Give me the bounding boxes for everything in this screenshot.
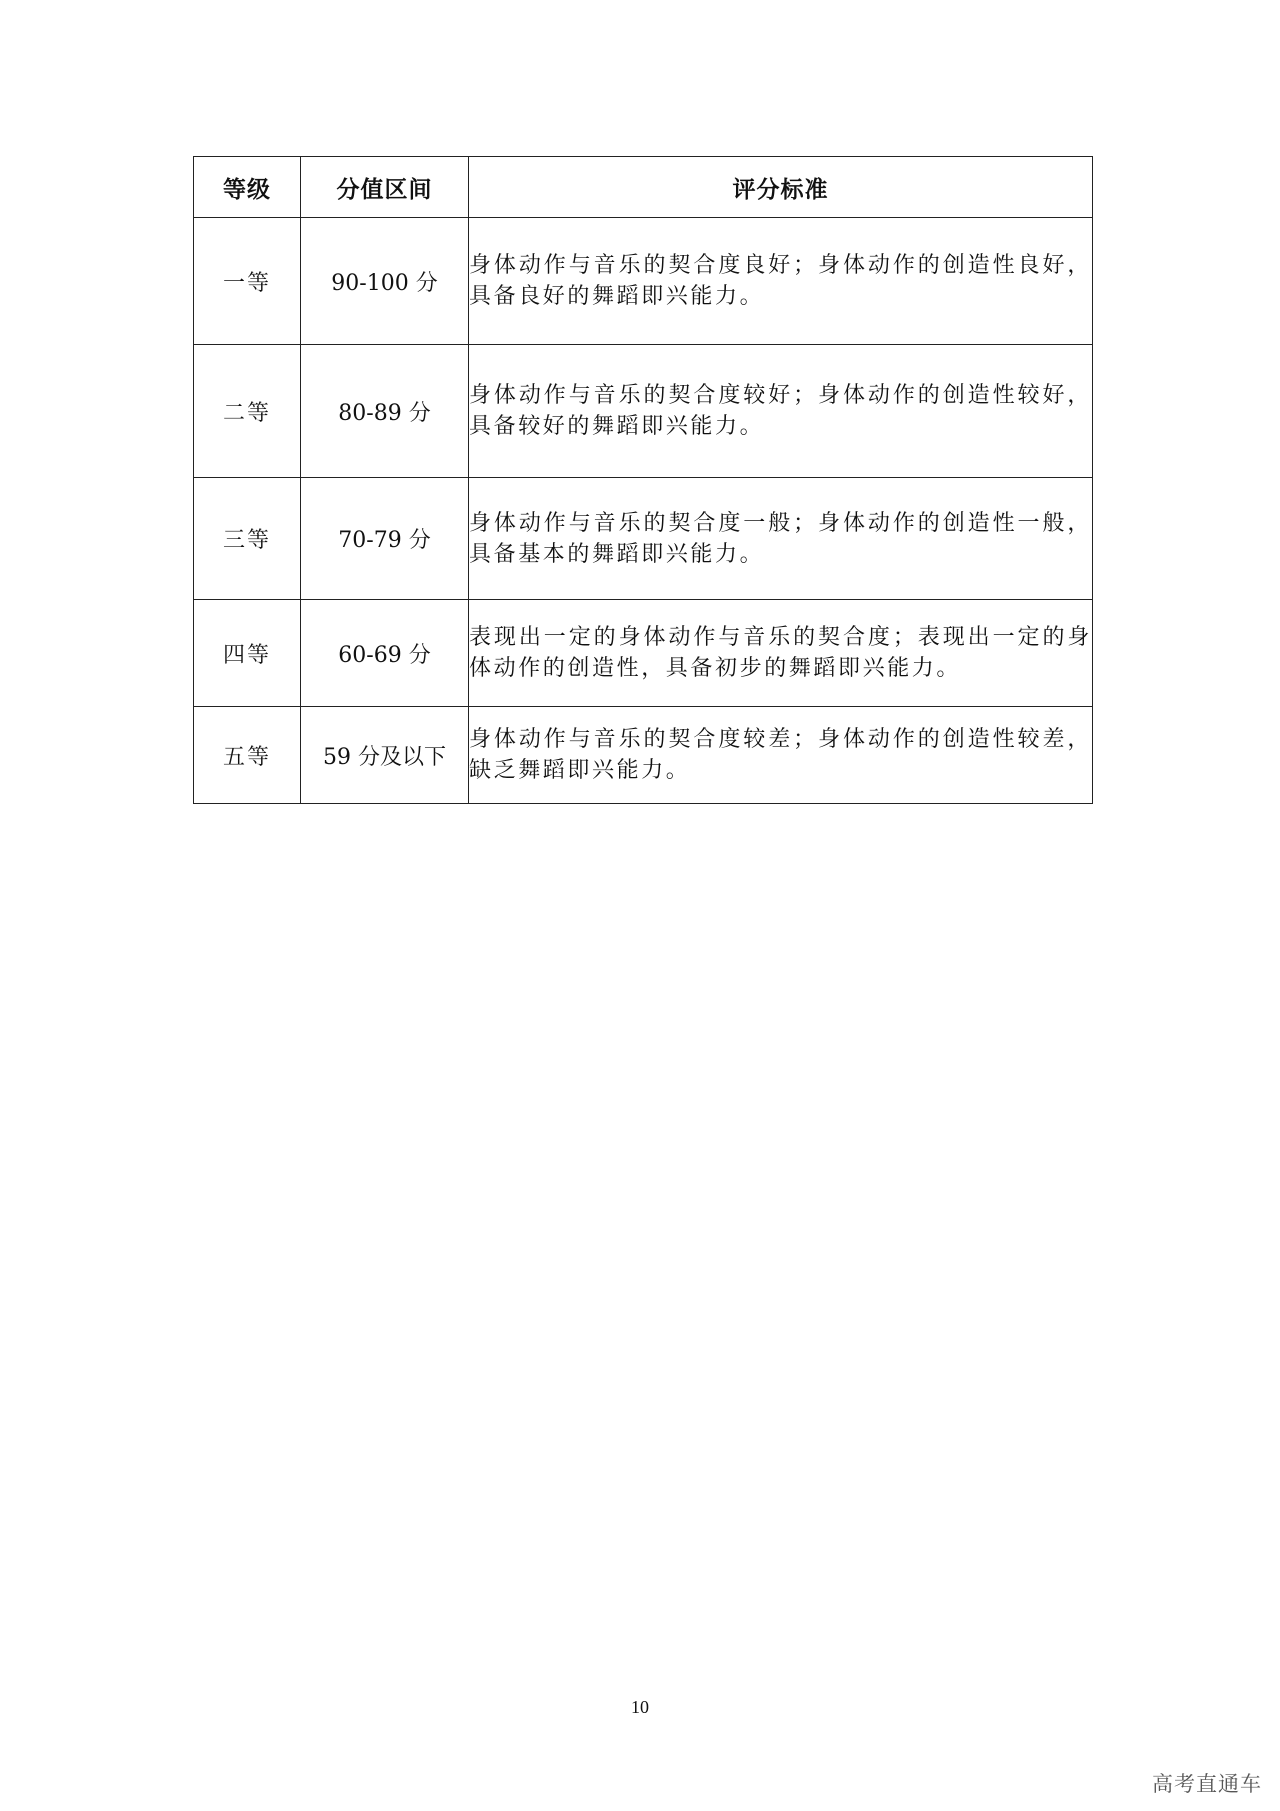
header-criteria: 评分标准 xyxy=(469,157,1093,218)
score-range-cell: 70-79 分 xyxy=(301,478,469,600)
table-row xyxy=(194,707,1093,804)
table-row xyxy=(194,600,1093,707)
grading-table xyxy=(193,156,1093,804)
page-number: 10 xyxy=(631,1697,649,1717)
table-row xyxy=(194,478,1093,600)
grade-cell: 四等 xyxy=(194,600,301,707)
header-score-range: 分值区间 xyxy=(301,157,469,218)
score-range-cell: 59 分及以下 xyxy=(301,707,469,804)
table-header-row xyxy=(194,157,1093,218)
criteria-cell: 表现出一定的身体动作与音乐的契合度；表现出一定的身体动作的创造性，具备初步的舞蹈即兴能力。 xyxy=(469,600,1093,707)
watermark-text: 高考直通车 xyxy=(1152,1772,1262,1796)
criteria-cell: 身体动作与音乐的契合度较好；身体动作的创造性较好，具备较好的舞蹈即兴能力。 xyxy=(469,345,1093,478)
score-range-cell: 60-69 分 xyxy=(301,600,469,707)
criteria-cell: 身体动作与音乐的契合度较差；身体动作的创造性较差，缺乏舞蹈即兴能力。 xyxy=(469,707,1093,804)
score-range-cell: 90-100 分 xyxy=(301,218,469,345)
grade-cell: 五等 xyxy=(194,707,301,804)
grade-cell: 三等 xyxy=(194,478,301,600)
table-row xyxy=(194,345,1093,478)
criteria-cell: 身体动作与音乐的契合度良好；身体动作的创造性良好，具备良好的舞蹈即兴能力。 xyxy=(469,218,1093,345)
grade-cell: 二等 xyxy=(194,345,301,478)
table-row xyxy=(194,218,1093,345)
grade-cell: 一等 xyxy=(194,218,301,345)
score-range-cell: 80-89 分 xyxy=(301,345,469,478)
criteria-cell: 身体动作与音乐的契合度一般；身体动作的创造性一般，具备基本的舞蹈即兴能力。 xyxy=(469,478,1093,600)
header-grade: 等级 xyxy=(194,157,301,218)
